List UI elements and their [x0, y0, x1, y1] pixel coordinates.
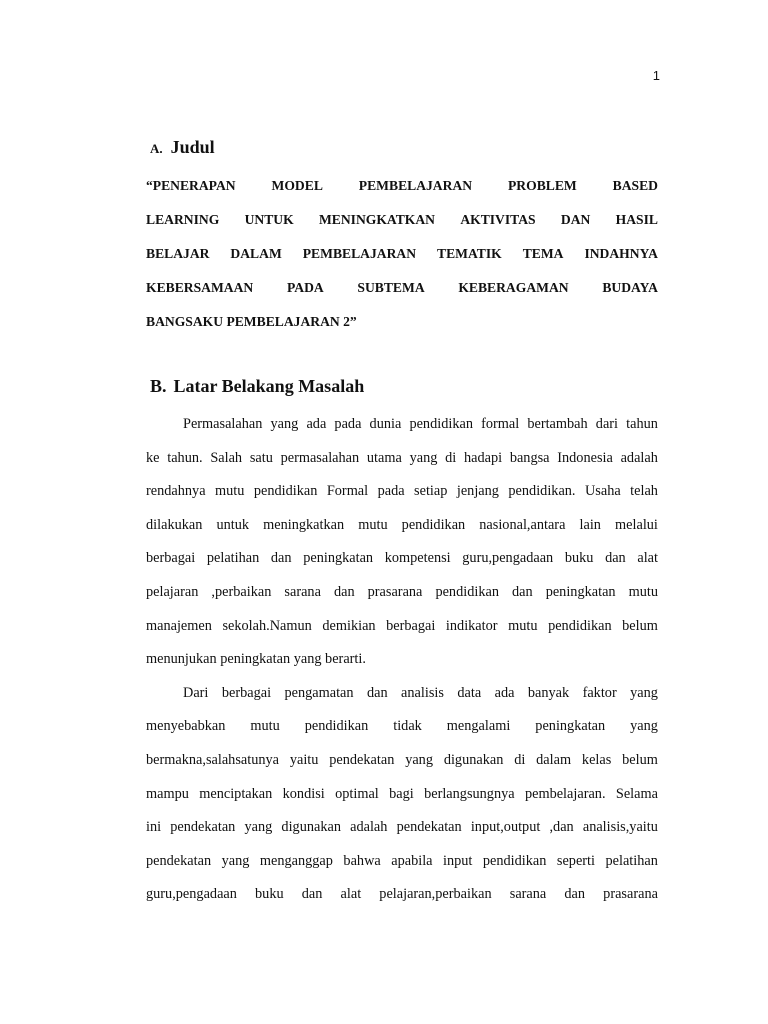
word: Indonesia	[557, 449, 613, 466]
word: telah	[630, 483, 658, 500]
word: menciptakan	[199, 785, 273, 802]
paragraph-line	[146, 680, 658, 714]
word: pendidikan	[548, 617, 612, 634]
section-b-heading	[150, 376, 364, 397]
word: lain	[579, 516, 601, 533]
word: tahun	[626, 416, 658, 432]
word: tahun.	[167, 449, 203, 466]
word: mengalami	[446, 718, 511, 735]
word: untuk	[216, 516, 250, 533]
word: dan	[564, 886, 586, 903]
word: dalam	[536, 751, 572, 768]
word: berbagai	[386, 617, 436, 634]
word: demikian	[322, 617, 376, 634]
word: pendidikan	[482, 852, 547, 869]
word: yang	[221, 852, 250, 869]
word: pengamatan	[284, 684, 354, 701]
word: optimal	[335, 785, 379, 802]
word: rendahnya	[146, 483, 206, 500]
word: pelatihan	[206, 550, 260, 567]
word: kondisi	[282, 785, 325, 802]
word: pendidikan.	[508, 483, 576, 500]
word: MODEL	[271, 178, 323, 193]
word: UNTUK	[244, 212, 294, 227]
word: guru,pengadaan	[462, 550, 554, 567]
word: Dari	[183, 684, 209, 701]
word: mutu	[508, 617, 538, 634]
word: pendekatan	[329, 751, 395, 768]
word: adalah	[620, 449, 658, 466]
word: menganggap	[259, 852, 333, 869]
word: TEMATIK	[437, 246, 502, 261]
word: belum	[622, 617, 658, 634]
word: Selama	[615, 785, 658, 802]
word: dan	[366, 684, 388, 701]
word: dari	[595, 416, 619, 432]
word: DALAM	[230, 246, 282, 261]
word: KEBERAGAMAN	[458, 280, 569, 295]
word: banyak	[527, 684, 570, 701]
section-a-letter: A.	[150, 141, 163, 156]
word: indikator	[445, 617, 498, 634]
word: input,output	[470, 819, 541, 836]
word: Usaha	[584, 483, 621, 500]
word: ini	[146, 819, 162, 836]
paragraph-line	[146, 781, 658, 815]
word: HASIL	[615, 212, 658, 227]
word: PEMBELAJARAN	[302, 246, 417, 261]
background-body	[146, 411, 658, 915]
word: pada	[334, 416, 362, 432]
paragraph-line	[146, 445, 658, 479]
word: sekolah.Namun	[222, 617, 312, 634]
word: pendidikan	[304, 718, 369, 735]
word: kompetensi	[384, 550, 451, 567]
title-line	[146, 242, 658, 276]
word: prasarana	[367, 583, 423, 600]
word: dan	[270, 550, 292, 567]
word: menyebabkan	[146, 718, 226, 735]
word: PADA	[286, 280, 324, 295]
paragraph-line	[146, 613, 658, 647]
paragraph-line	[146, 512, 658, 546]
word: pendekatan	[146, 852, 212, 869]
section-b-title: Latar Belakang Masalah	[173, 376, 365, 396]
paragraph-line	[146, 713, 658, 747]
word: peningkatan	[545, 583, 616, 600]
word: ada	[306, 416, 327, 432]
word: PEMBELAJARAN	[358, 178, 473, 193]
word: Salah	[210, 449, 243, 466]
paragraph-line	[146, 646, 658, 680]
section-a-title: Judul	[170, 137, 215, 157]
word: data	[457, 684, 482, 701]
word: peningkatan	[303, 550, 374, 567]
title-line	[146, 208, 658, 242]
word: yang	[409, 449, 438, 466]
word: buku	[255, 886, 284, 903]
word: Permasalahan	[183, 416, 263, 432]
word: berbagai	[221, 684, 272, 701]
word: meningkatkan	[263, 516, 345, 533]
word: nasional,antara	[479, 516, 566, 533]
word: pendidikan	[401, 516, 466, 533]
word: TEMA	[522, 246, 564, 261]
paragraph-line	[146, 579, 658, 613]
word: yang	[630, 684, 658, 701]
word: di	[445, 449, 457, 466]
word: pelajaran	[146, 583, 199, 600]
word: pendidikan	[435, 583, 499, 600]
word: LEARNING	[146, 212, 220, 227]
word: melalui	[615, 516, 658, 533]
word: dan	[512, 583, 533, 600]
word: sarana	[509, 886, 547, 903]
word: pelajaran,perbaikan	[379, 886, 492, 903]
page-number: 1	[652, 68, 660, 83]
word: permasalahan	[280, 449, 360, 466]
title-line	[146, 174, 658, 208]
word: adalah	[350, 819, 388, 836]
word: di	[514, 751, 526, 768]
word: bermakna,salahsatunya	[146, 751, 279, 768]
word: pendidikan	[409, 416, 473, 432]
word: mutu	[250, 718, 280, 735]
word: ,dan	[549, 819, 574, 836]
word: faktor	[582, 684, 617, 701]
word: jenjang	[456, 483, 499, 500]
word: KEBERSAMAAN	[146, 280, 254, 295]
word: dan	[333, 583, 355, 600]
section-b-letter: B.	[150, 376, 167, 396]
word: analisis,yaitu	[582, 819, 658, 836]
research-title	[146, 174, 658, 344]
word: mutu	[358, 516, 388, 533]
word: dan	[301, 886, 323, 903]
word: INDAHNYA	[584, 246, 658, 261]
word: yang	[630, 718, 658, 735]
word: dan	[605, 550, 626, 567]
word: pendidikan	[253, 483, 318, 500]
word: Formal	[326, 483, 369, 500]
word: “PENERAPAN	[146, 178, 236, 193]
word: guru,pengadaan	[146, 886, 237, 903]
word: bangsa	[509, 449, 550, 466]
section-a-heading	[150, 137, 215, 158]
word: alat	[637, 550, 658, 567]
paragraph-line	[146, 747, 658, 781]
word: seperti	[556, 852, 595, 869]
paragraph-line	[146, 411, 658, 445]
word: SUBTEMA	[357, 280, 425, 295]
paragraph-line	[146, 478, 658, 512]
word: BANGSAKU PEMBELAJARAN 2”	[146, 314, 357, 329]
word: analisis	[401, 684, 444, 701]
word: alat	[340, 886, 362, 903]
word: hadapi	[463, 449, 503, 466]
word: mampu	[146, 785, 189, 802]
word: DAN	[560, 212, 591, 227]
word: pelatihan	[605, 852, 658, 869]
word: belum	[622, 751, 658, 768]
word: AKTIVITAS	[460, 212, 536, 227]
word: digunakan	[281, 819, 341, 836]
word: BUDAYA	[602, 280, 658, 295]
word: pendekatan	[396, 819, 462, 836]
word: manajemen	[146, 617, 212, 634]
word: sarana	[284, 583, 321, 600]
word: pendekatan	[170, 819, 236, 836]
paragraph-line	[146, 545, 658, 579]
word: ada	[494, 684, 515, 701]
word: yang	[244, 819, 273, 836]
word: dunia	[369, 416, 402, 432]
word: berbagai	[146, 550, 196, 567]
word: apabila	[391, 852, 433, 869]
word: peningkatan	[535, 718, 606, 735]
word: BASED	[612, 178, 658, 193]
paragraph-line	[146, 881, 658, 915]
word: formal	[481, 416, 520, 432]
word: mutu	[215, 483, 245, 500]
word: PROBLEM	[508, 178, 577, 193]
word: tidak	[393, 718, 422, 735]
title-line	[146, 310, 658, 344]
word: MENINGKATKAN	[318, 212, 436, 227]
word: mutu	[628, 583, 658, 600]
word: yang	[405, 751, 433, 768]
word: ke	[146, 449, 160, 466]
word: input	[443, 852, 473, 869]
paragraph-line	[146, 848, 658, 882]
word: ,perbaikan	[211, 583, 272, 600]
word: berlangsungnya	[424, 785, 515, 802]
word: utama	[366, 449, 402, 466]
word: kelas	[581, 751, 612, 768]
word: setiap	[414, 483, 448, 500]
word: BELAJAR	[146, 246, 210, 261]
word: pada	[377, 483, 405, 500]
word: bagi	[389, 785, 414, 802]
word: satu	[249, 449, 273, 466]
title-line	[146, 276, 658, 310]
word: buku	[564, 550, 594, 567]
word: yang	[270, 416, 299, 432]
word: prasarana	[603, 886, 658, 903]
word: menunjukan peningkatan yang berarti.	[146, 651, 366, 668]
word: digunakan	[443, 751, 504, 768]
word: bertambah	[527, 416, 588, 432]
paragraph-line	[146, 814, 658, 848]
word: bahwa	[343, 852, 381, 869]
word: yaitu	[289, 751, 319, 768]
word: dilakukan	[146, 516, 203, 533]
word: pembelajaran.	[524, 785, 606, 802]
